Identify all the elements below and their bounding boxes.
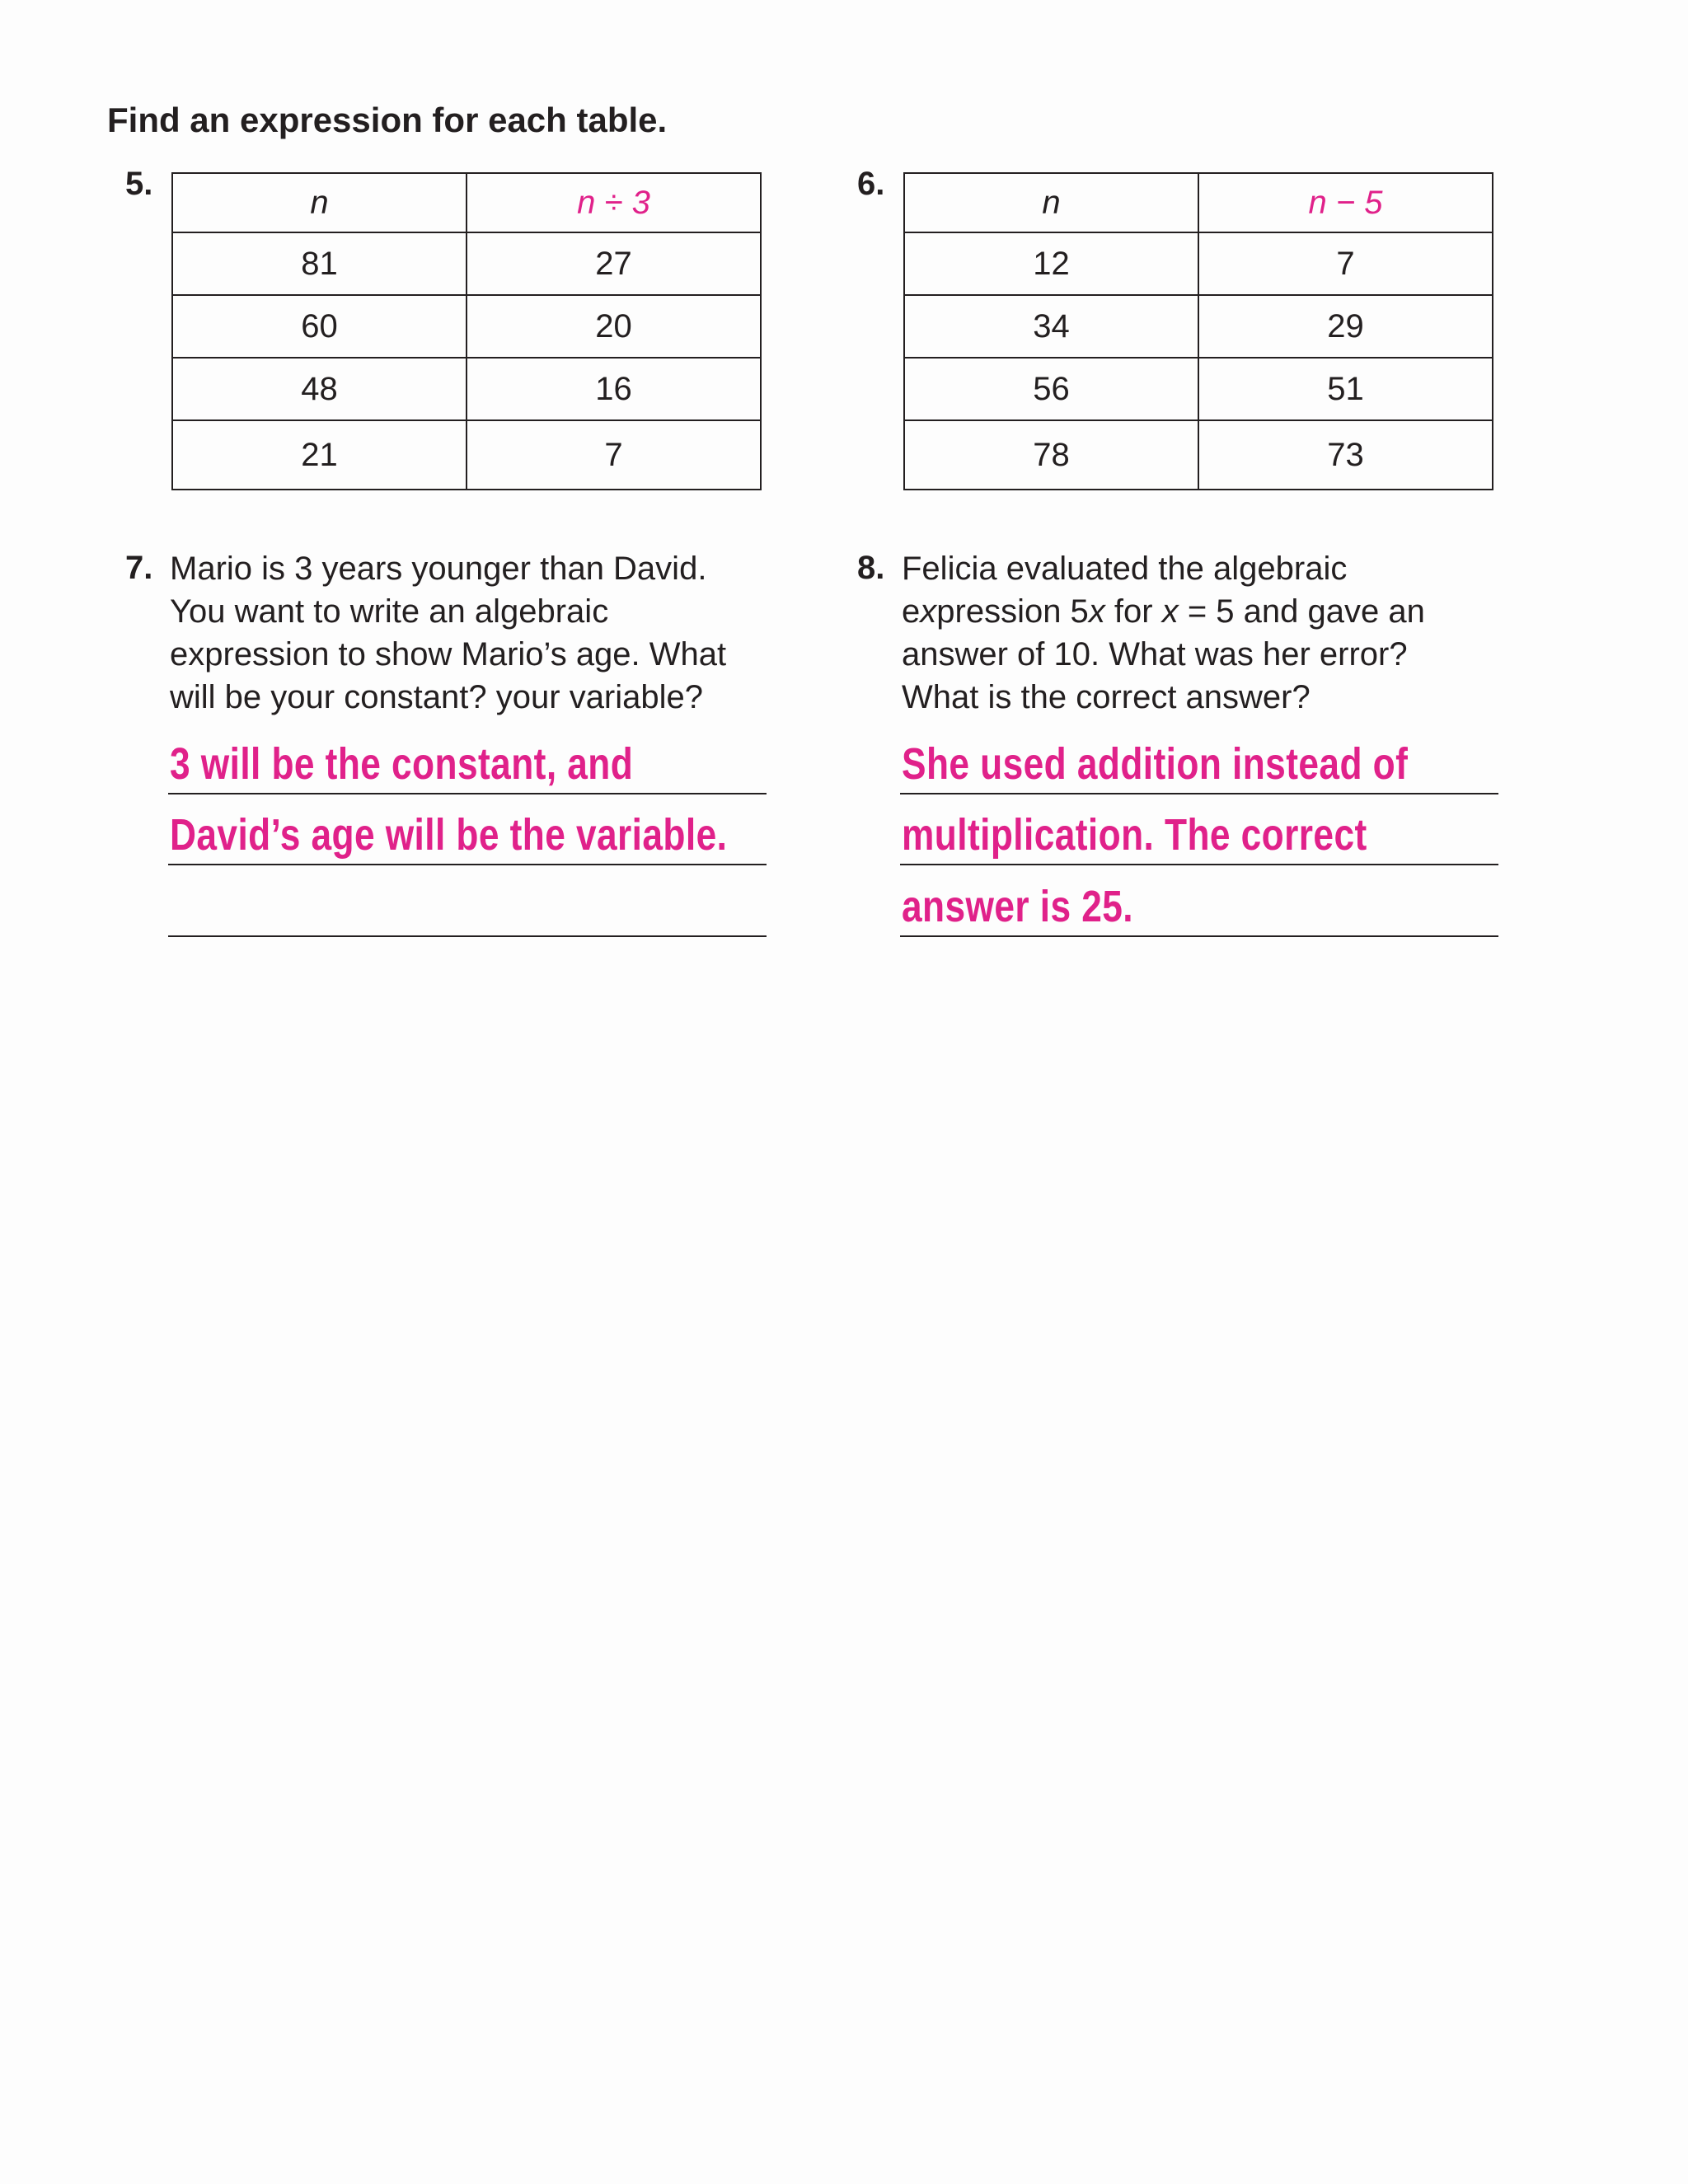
problem-line [902, 590, 1528, 633]
problem-line [902, 547, 1528, 590]
cell-value: 51 [1198, 358, 1493, 420]
table-row [172, 358, 761, 420]
answer-line [900, 725, 1498, 794]
answer-text: She used addition instead of [902, 739, 1409, 789]
cell-n: 21 [172, 420, 467, 490]
problem-line-text: What is the correct answer? [902, 679, 1311, 715]
problem-line [902, 633, 1528, 676]
answer-text: David’s age will be the variable. [170, 810, 728, 860]
problem-line [902, 676, 1528, 719]
table-row [172, 420, 761, 490]
cell-n: 78 [904, 420, 1198, 490]
problem-line-text: expression 5x for x = 5 and gave an [902, 593, 1425, 630]
table-header-row [904, 173, 1493, 232]
header-expression-answer: n − 5 [1198, 173, 1493, 232]
problem-6-table [903, 172, 1493, 490]
cell-n: 81 [172, 232, 467, 295]
cell-n: 60 [172, 295, 467, 358]
header-n: n [904, 173, 1198, 232]
problem-line-text: answer of 10. What was her error? [902, 636, 1408, 673]
problem-5-table [171, 172, 762, 490]
problem-line: will be your constant? your variable? [170, 679, 704, 715]
cell-value: 73 [1198, 420, 1493, 490]
answer-line [168, 868, 767, 937]
problem-8-number: 8. [857, 550, 885, 586]
problem-line: expression to show Mario’s age. What [170, 636, 727, 673]
answer-line [168, 725, 767, 794]
table-header-row [172, 173, 761, 232]
cell-value: 29 [1198, 295, 1493, 358]
cell-value: 7 [467, 420, 761, 490]
cell-value: 20 [467, 295, 761, 358]
table-row [904, 420, 1493, 490]
cell-n: 56 [904, 358, 1198, 420]
problem-7-number: 7. [125, 550, 153, 586]
problem-8-text [902, 547, 1528, 719]
answer-text: multiplication. The correct [902, 810, 1367, 860]
problem-line-text: Felicia evaluated the algebraic [902, 551, 1348, 587]
problem-5-number: 5. [125, 166, 153, 202]
header-expression-answer: n ÷ 3 [467, 173, 761, 232]
cell-n: 34 [904, 295, 1198, 358]
table-row [904, 358, 1493, 420]
problem-line: Mario is 3 years younger than David. [170, 551, 707, 587]
answer-line [900, 796, 1498, 865]
cell-value: 7 [1198, 232, 1493, 295]
problem-6-number: 6. [857, 166, 885, 202]
problem-line: You want to write an algebraic [170, 593, 609, 630]
cell-n: 48 [172, 358, 467, 420]
answer-line [900, 868, 1498, 937]
answer-text: answer is 25. [902, 882, 1134, 931]
cell-n: 12 [904, 232, 1198, 295]
answer-text: 3 will be the constant, and [170, 739, 634, 789]
table-row [904, 232, 1493, 295]
answer-line [168, 796, 767, 865]
cell-value: 27 [467, 232, 761, 295]
worksheet-heading: Find an expression for each table. [107, 101, 668, 139]
header-n: n [172, 173, 467, 232]
table-row [904, 295, 1493, 358]
cell-value: 16 [467, 358, 761, 420]
table-row [172, 232, 761, 295]
problem-7-text [170, 547, 796, 719]
table-row [172, 295, 761, 358]
